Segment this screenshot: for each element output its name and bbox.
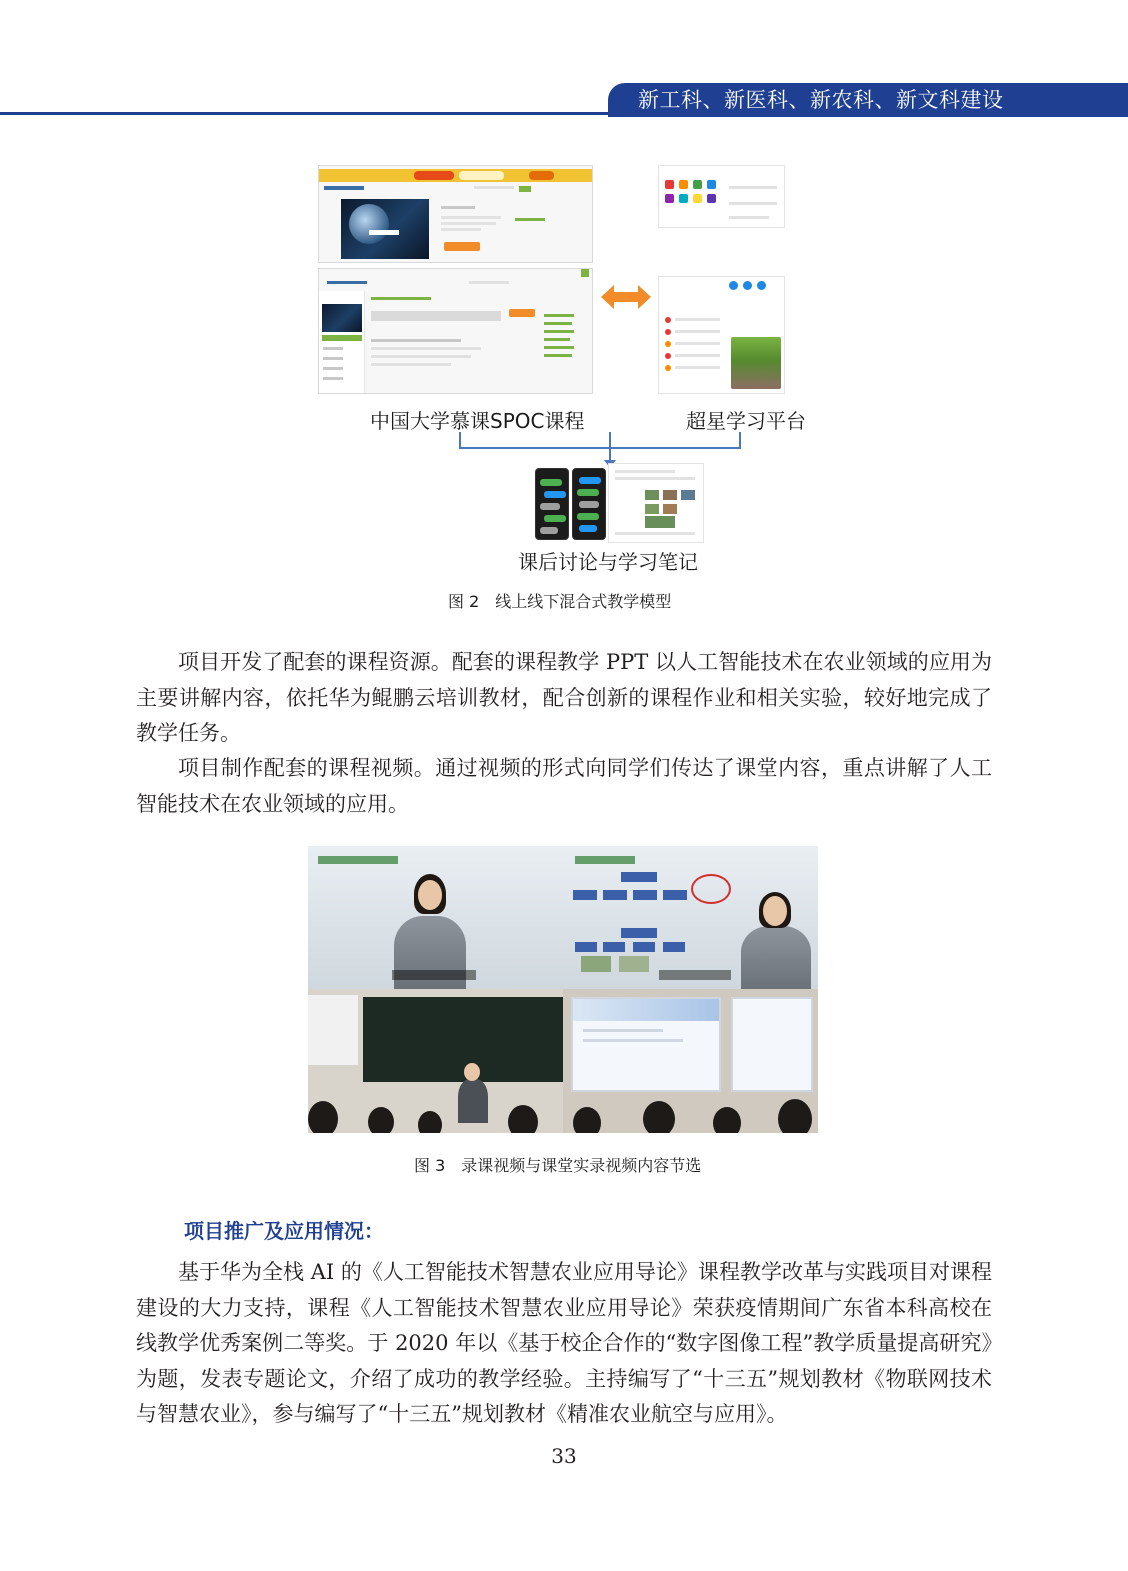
figure-3-caption: 图 3 录课视频与课堂实录视频内容节选 — [414, 1156, 702, 1175]
figure-2 — [0, 0, 1128, 620]
discussion-phone-screenshot-2 — [572, 468, 606, 540]
discussion-phone-screenshot-1 — [535, 468, 569, 540]
recorded-video-frame-1 — [308, 846, 563, 989]
mooc-spoc-page-screenshot — [318, 268, 593, 394]
section-heading: 项目推广及应用情况： — [184, 1219, 384, 1243]
double-arrow-icon — [601, 284, 651, 310]
classroom-video-frame-1 — [308, 989, 563, 1133]
classroom-video-frame-2 — [563, 989, 818, 1133]
figure-2-caption: 图 2 线上线下混合式教学模型 — [448, 592, 672, 611]
recorded-video-frame-2 — [563, 846, 818, 989]
chaoxing-mobile-screenshot-top — [658, 165, 785, 228]
page-number: 33 — [551, 1444, 577, 1468]
label-discussion-notes: 课后讨论与学习笔记 — [518, 550, 698, 574]
paragraph-course-video: 项目制作配套的课程视频。通过视频的形式向同学们传达了课堂内容，重点讲解了人工智能技术在农业领域的应用。 — [136, 756, 992, 816]
label-chaoxing: 超星学习平台 — [686, 409, 806, 433]
figure-3 — [308, 846, 818, 1133]
study-notes-screenshot — [608, 463, 704, 543]
label-mooc-spoc: 中国大学慕课SPOC课程 — [370, 409, 585, 433]
mooc-course-page-screenshot — [318, 165, 593, 263]
paragraph-promotion: 基于华为全栈 AI 的《人工智能技术智慧农业应用导论》课程教学改革与实践项目对课程建设的大力支持，课程《人工智能技术智慧农业应用导论》荣获疫情期间广东省本科高校在线教学优秀案例二等奖。于 2020 年以《基于校企合作的“数字图像工程”教学质量提高研究》为题，发表专题论文，介绍了成功的教学经验。主持编写了“十三五”规划教材《物联网技术与智慧农业》，参与编写了“十三五”规划教材《精准农业航空与应用》。 — [136, 1260, 992, 1426]
header-banner: 新工科、新医科、新农科、新文科建设 — [608, 83, 1128, 117]
paragraph-course-resources: 项目开发了配套的课程资源。配套的课程教学 PPT 以人工智能技术在农业领域的应用为主要讲解内容，依托华为鲲鹏云培训教材，配合创新的课程作业和相关实验，较好地完成了教学任务。 — [136, 650, 992, 745]
chaoxing-mobile-screenshot-bottom — [658, 276, 785, 394]
